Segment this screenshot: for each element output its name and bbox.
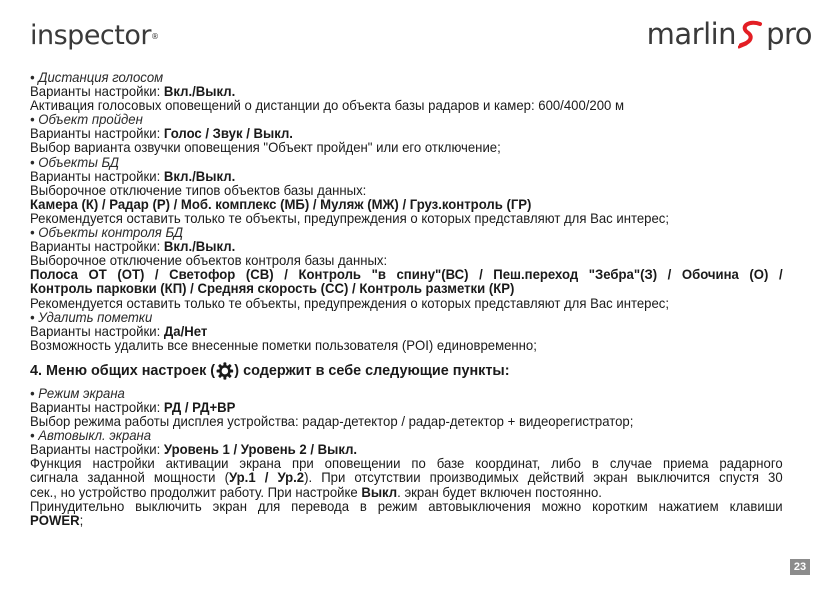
section-title-auto-off: • Автовыкл. экрана xyxy=(30,428,152,444)
level-value: Ур.1 / Ур.2 xyxy=(228,470,305,486)
section-title-voice-distance: • Дистанция голосом xyxy=(30,70,164,85)
power-key-label: POWER xyxy=(30,512,80,528)
options-screen-mode xyxy=(30,401,783,415)
options-label: Варианты настройки: xyxy=(30,168,164,184)
desc-voice-distance: Активация голосовых оповещений о дистанции до объекта базы радаров и камер: 600/400/200 м xyxy=(30,98,625,114)
options-value: Да/Нет xyxy=(163,323,208,339)
marlin-logo-text: marlin xyxy=(646,17,737,51)
options-db-control xyxy=(30,240,783,254)
options-label: Варианты настройки: xyxy=(30,126,164,142)
desc-delete-marks: Возможность удалить все внесенные пометки пользователя (POI) единовременно; xyxy=(30,337,537,353)
text-fragment: ; xyxy=(79,512,84,528)
page-number-badge: 23 xyxy=(790,559,810,575)
registered-mark: ® xyxy=(150,32,159,41)
pro-logo-text: pro xyxy=(766,17,812,51)
section-title-object-passed: • Объект пройден xyxy=(30,112,143,128)
section-title-delete-marks: • Удалить пометки xyxy=(30,309,153,325)
options-auto-off xyxy=(30,443,783,457)
options-label: Варианты настройки: xyxy=(30,84,164,100)
heading-text-before: 4. Меню общих настроек ( xyxy=(30,361,216,379)
options-value: Вкл./Выкл. xyxy=(163,84,236,100)
section-title-db-control: • Объекты контроля БД xyxy=(30,225,183,241)
types-db-control-line1: Полоса ОТ (ОТ) / Светофор (СВ) / Контроль "в спину"(ВС) / Пеш.переход "Зебра"(З) / Обочина (О) / xyxy=(30,267,783,283)
auto-off-para2-line1: Принудительно выключить экран для перевода в режим автовыключения можно коротким нажатием клавиши xyxy=(30,498,783,514)
options-value: РД / РД+ВР xyxy=(163,399,236,415)
recommend-db-control: Рекомендуется оставить только те объекты, предупреждения о которых представляют для Вас интерес; xyxy=(30,295,669,311)
options-value: Уровень 1 / Уровень 2 / Выкл. xyxy=(163,442,358,458)
inspector-logo xyxy=(30,20,158,51)
general-menu-heading xyxy=(30,362,783,380)
options-label: Варианты настройки: xyxy=(30,239,164,255)
options-value: Голос / Звук / Выкл. xyxy=(163,126,293,142)
options-label: Варианты настройки: xyxy=(30,323,164,339)
desc-object-passed: Выбор варианта озвучки оповещения "Объект пройден" или его отключение; xyxy=(30,140,501,156)
section-title-screen-mode: • Режим экрана xyxy=(30,385,125,401)
section-title-db-objects: • Объекты БД xyxy=(30,154,120,170)
recommend-db-objects: Рекомендуется оставить только те объекты, предупреждения о которых представляют для Вас интерес; xyxy=(30,210,669,226)
auto-off-para1-line2 xyxy=(30,471,783,485)
gear-icon xyxy=(216,362,233,380)
desc-db-control: Выборочное отключение объектов контроля базы данных: xyxy=(30,253,388,269)
heading-text-after: ) содержит в себе следующие пункты: xyxy=(234,361,510,379)
options-object-passed xyxy=(30,127,783,141)
text-fragment: сек., но устройство продолжит работу. При настройке xyxy=(30,484,362,500)
manual-content xyxy=(30,71,783,528)
text-fragment: . экран будет включен постоянно. xyxy=(397,484,602,500)
types-db-objects: Камера (К) / Радар (Р) / Моб. комплекс (МБ) / Муляж (МЖ) / Груз.контроль (ГР) xyxy=(30,196,532,212)
types-db-control-line2: Контроль парковки (КП) / Средняя скорость (СС) / Контроль разметки (КР) xyxy=(30,281,515,297)
text-fragment: ). При отсутствии производимых действий экран выключится спустя 30 xyxy=(304,470,783,486)
off-value: Выкл xyxy=(361,484,398,500)
options-voice-distance xyxy=(30,85,783,99)
options-label: Варианты настройки: xyxy=(30,442,164,458)
auto-off-para2-line2 xyxy=(30,514,783,528)
desc-screen-mode: Выбор режима работы дисплея устройства: радар-детектор / радар-детектор + видеорегистратор; xyxy=(30,414,634,430)
inspector-logo-text: inspector xyxy=(30,20,151,51)
auto-off-para1-line1: Функция настройки активации экрана при оповещении по базе координат, либо в случае приема радарного xyxy=(30,456,783,472)
options-value: Вкл./Выкл. xyxy=(163,168,236,184)
options-db-objects xyxy=(30,170,783,184)
text-fragment: сигнала заданной мощности ( xyxy=(30,470,229,486)
s-swoosh-icon xyxy=(738,18,764,50)
options-label: Варианты настройки: xyxy=(30,399,164,415)
marlin-pro-logo xyxy=(647,17,812,51)
desc-db-objects: Выборочное отключение типов объектов базы данных: xyxy=(30,182,367,198)
options-delete-marks xyxy=(30,325,783,339)
options-value: Вкл./Выкл. xyxy=(163,239,236,255)
auto-off-para1-line3 xyxy=(30,486,783,500)
